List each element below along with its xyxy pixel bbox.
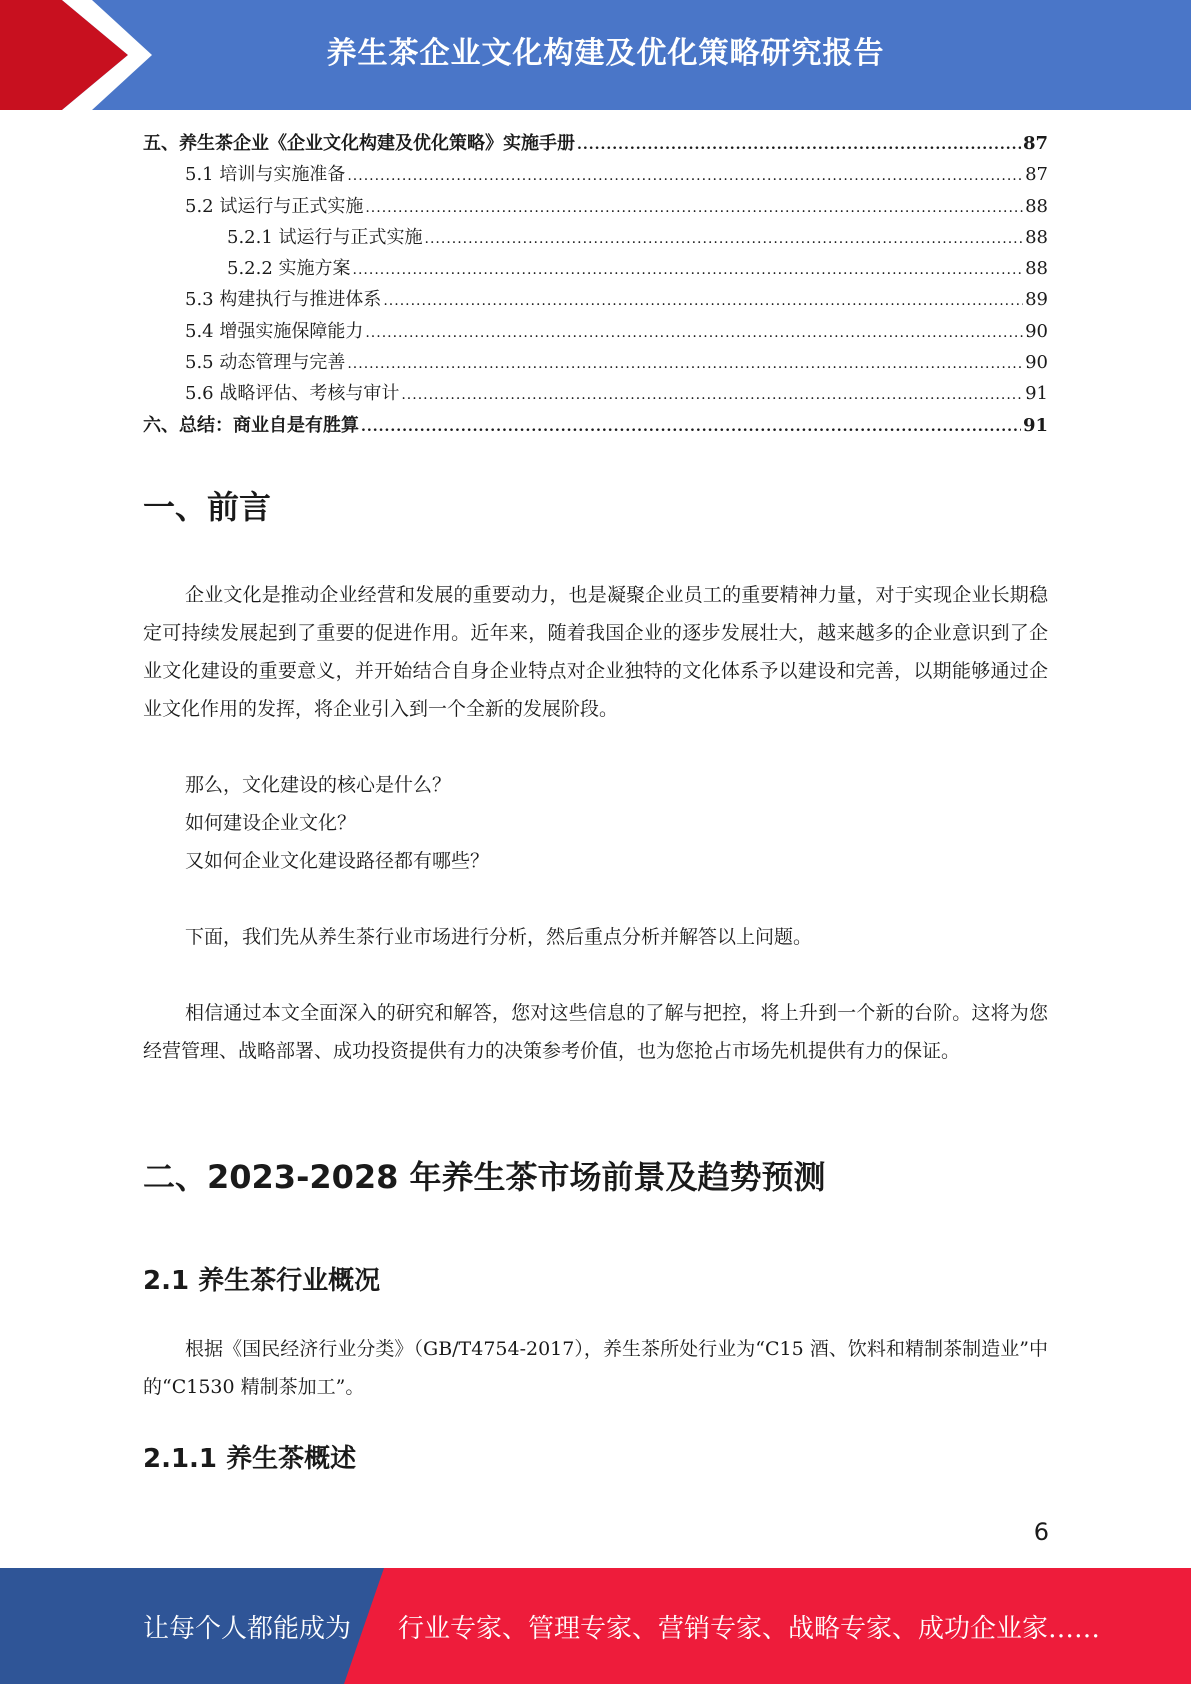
toc-entry-label: 5.2.2 实施方案 bbox=[227, 258, 351, 280]
toc-entry-label: 5.6 战略评估、考核与审计 bbox=[185, 383, 400, 405]
toc-leader-dots bbox=[383, 286, 1023, 317]
toc-leader-dots bbox=[353, 255, 1024, 286]
toc-entry-page: 88 bbox=[1025, 258, 1048, 280]
industry-classification-paragraph: 根据《国民经济行业分类》（GB/T4754-2017），养生茶所处行业为“C15 酒、饮料和精制茶制造业”中的“C1530 精制茶加工”。 bbox=[143, 1338, 1048, 1398]
toc-leader-dots bbox=[401, 380, 1023, 411]
toc-entry[interactable] bbox=[143, 159, 1048, 190]
page-number: 6 bbox=[1033, 1518, 1049, 1546]
toc-leader-dots bbox=[347, 349, 1023, 380]
toc-entry[interactable] bbox=[143, 191, 1048, 222]
toc-entry-label: 5.2 试运行与正式实施 bbox=[185, 195, 364, 217]
toc-leader-dots bbox=[347, 161, 1023, 192]
toc-entry-label: 5.4 增强实施保障能力 bbox=[185, 320, 364, 342]
toc-leader-dots bbox=[577, 130, 1021, 161]
toc-leader-dots bbox=[365, 318, 1023, 349]
toc-entry[interactable] bbox=[143, 410, 1048, 441]
preface-question-1: 那么，文化建设的核心是什么？ bbox=[185, 774, 452, 796]
preface-paragraph-1: 企业文化是推动企业经营和发展的重要动力，也是凝聚企业员工的重要精神力量，对于实现企业长期稳定可持续发展起到了重要的促进作用。近年来，随着我国企业的逐步发展壮大，越来越多的企业意识到了企业文化建设的重要意义，并开始结合自身企业特点对企业独特的文化体系予以建设和完善，以期能够通过企业文化作用的发挥，将企业引入到一个全新的发展阶段。 bbox=[143, 584, 1048, 720]
toc-entry-page: 91 bbox=[1022, 414, 1048, 436]
preface-question-3: 又如何企业文化建设路径都有哪些？ bbox=[185, 850, 490, 872]
section-heading-preface: 一、前言 bbox=[143, 488, 272, 526]
toc-entry[interactable] bbox=[143, 284, 1048, 315]
toc-entry-page: 88 bbox=[1025, 195, 1048, 217]
footer-slogan-left: 让每个人都能成为 bbox=[143, 1614, 352, 1644]
preface-question-2: 如何建设企业文化？ bbox=[185, 812, 357, 834]
toc-entry[interactable] bbox=[143, 253, 1048, 284]
header-banner bbox=[0, 0, 1191, 110]
toc-entry-label: 5.2.1 试运行与正式实施 bbox=[227, 226, 423, 248]
report-title: 养生茶企业文化构建及优化策略研究报告 bbox=[326, 36, 885, 71]
toc-entry[interactable] bbox=[143, 128, 1048, 159]
toc-leader-dots bbox=[425, 224, 1024, 255]
toc-entry-page: 90 bbox=[1025, 320, 1048, 342]
toc-entry-page: 90 bbox=[1025, 352, 1048, 374]
toc-entry-page: 91 bbox=[1025, 383, 1048, 405]
toc-entry[interactable] bbox=[143, 316, 1048, 347]
table-of-contents bbox=[143, 128, 1048, 441]
subsection-heading-overview: 2.1 养生茶行业概况 bbox=[143, 1266, 381, 1296]
toc-entry-page: 88 bbox=[1025, 226, 1048, 248]
toc-entry-label: 5.5 动态管理与完善 bbox=[185, 352, 346, 374]
footer-banner bbox=[0, 1568, 1191, 1684]
toc-entry-label: 六、总结：商业自是有胜算 bbox=[143, 414, 359, 436]
subsection-heading-tea-summary: 2.1.1 养生茶概述 bbox=[143, 1444, 357, 1474]
toc-entry-label: 5.3 构建执行与推进体系 bbox=[185, 289, 382, 311]
preface-paragraph-3: 相信通过本文全面深入的研究和解答，您对这些信息的了解与把控，将上升到一个新的台阶。这将为您经营管理、战略部署、成功投资提供有力的决策参考价值，也为您抢占市场先机提供有力的保证。 bbox=[143, 1002, 1048, 1062]
toc-entry-label: 5.1 培训与实施准备 bbox=[185, 164, 346, 186]
toc-entry-page: 87 bbox=[1022, 133, 1048, 154]
toc-entry[interactable] bbox=[143, 347, 1048, 378]
toc-entry-page: 87 bbox=[1025, 164, 1048, 186]
toc-leader-dots bbox=[365, 193, 1023, 224]
preface-paragraph-2: 下面，我们先从养生茶行业市场进行分析，然后重点分析并解答以上问题。 bbox=[185, 926, 813, 948]
footer-slogan-right: 行业专家、管理专家、营销专家、战略专家、成功企业家…… bbox=[398, 1614, 1101, 1644]
toc-leader-dots bbox=[361, 412, 1021, 443]
toc-entry-page: 89 bbox=[1025, 289, 1048, 311]
toc-entry-label: 五、养生茶企业《企业文化构建及优化策略》实施手册 bbox=[143, 133, 575, 154]
section-heading-market: 二、2023-2028 年养生茶市场前景及趋势预测 bbox=[143, 1158, 826, 1196]
toc-entry[interactable] bbox=[143, 378, 1048, 409]
toc-entry[interactable] bbox=[143, 222, 1048, 253]
